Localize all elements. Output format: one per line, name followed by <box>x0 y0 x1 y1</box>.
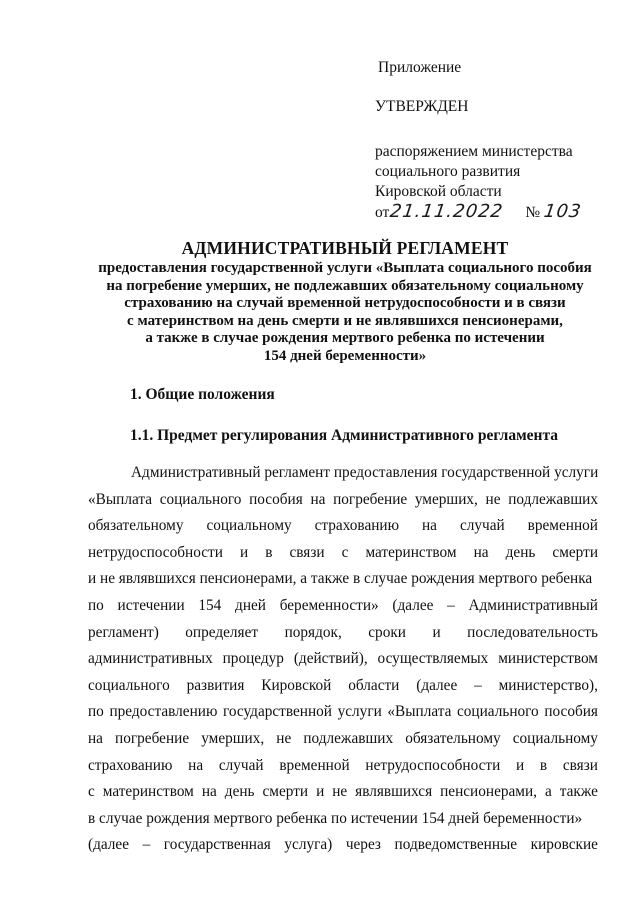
body-word: на <box>473 543 489 561</box>
body-word: не <box>485 490 501 508</box>
body-word: министерством <box>498 650 598 668</box>
body-word: и <box>432 623 441 641</box>
order-line: распоряжением министерства <box>375 143 573 160</box>
body-word: государственная <box>163 836 271 854</box>
body-word: обязательному <box>405 729 501 747</box>
body-word: дней <box>235 596 266 614</box>
body-word: умерших, <box>414 490 478 508</box>
subtitle-line: а также в случае рождения мертвого ребенка по истечении <box>145 330 545 346</box>
body-word: умерших, <box>201 729 265 747</box>
body-word: предоставлению <box>109 703 218 721</box>
body-word: через <box>345 836 381 854</box>
body-word: в <box>539 756 548 774</box>
body-word: с <box>341 543 349 561</box>
order-reference <box>375 142 615 223</box>
body-line: в случае рождения мертвого ребенка по истечении 154 дней беременности» <box>88 809 583 827</box>
body-word: социальному <box>206 517 292 535</box>
body-word: по <box>88 703 104 721</box>
body-word: на <box>188 756 204 774</box>
date-prefix: от <box>375 204 390 221</box>
approval-block <box>375 58 615 223</box>
body-line <box>88 513 598 540</box>
body-word: нетрудоспособности <box>88 543 223 561</box>
body-paragraph <box>88 460 598 859</box>
body-word: смерти <box>262 783 309 801</box>
subtitle-line: 154 дней беременности» <box>263 347 427 364</box>
document-subtitle <box>60 260 630 365</box>
body-line <box>88 487 598 514</box>
body-line <box>88 620 598 647</box>
body-line <box>88 753 598 780</box>
body-word: 154 <box>198 596 222 614</box>
body-word: на <box>88 729 103 747</box>
body-line <box>88 673 598 700</box>
body-word: услуга) <box>284 836 333 854</box>
body-line <box>88 593 598 620</box>
body-word: подведомственные <box>394 836 518 854</box>
body-word: материнством <box>365 543 457 561</box>
body-word: на <box>310 490 326 508</box>
body-word: временной <box>527 517 598 535</box>
body-word: и <box>316 783 325 801</box>
body-word: (далее <box>416 676 458 694</box>
body-word: не <box>332 783 348 801</box>
body-word: области <box>348 676 400 694</box>
body-line <box>88 726 598 753</box>
body-word: социального <box>456 703 539 721</box>
body-word: погребение <box>333 490 408 508</box>
body-word: пособия <box>544 703 598 721</box>
body-word: случай <box>459 517 505 535</box>
body-word: последовательность <box>467 623 598 641</box>
handwritten-number: 103 <box>542 201 584 222</box>
body-line <box>88 646 598 673</box>
subtitle-line: предоставления государственной услуги «Выплата социального пособия <box>98 260 592 276</box>
body-word: на <box>422 517 437 535</box>
body-word: сроки <box>368 623 406 641</box>
body-word: подлежавших <box>508 490 598 508</box>
body-word: беременности» <box>279 596 379 614</box>
body-word: Административный <box>468 596 598 614</box>
body-word: государственной <box>222 703 332 721</box>
body-word: – <box>142 836 151 854</box>
body-word: (далее <box>392 596 434 614</box>
body-word: – <box>447 596 455 614</box>
body-word: регламент) <box>88 623 159 641</box>
body-word: социальному <box>512 729 598 747</box>
document-title: АДМИНИСТРАТИВНЫЙ РЕГЛАМЕНТ <box>181 238 509 258</box>
body-word: погребение <box>115 729 190 747</box>
body-line: и не являвшихся пенсионерами, а также в случае рождения мертвого ребенка <box>88 570 593 588</box>
body-word: не <box>276 729 292 747</box>
appendix-label: Приложение <box>378 59 462 76</box>
body-line <box>88 832 598 859</box>
body-word: подлежавших <box>303 729 394 747</box>
body-word: (далее <box>88 836 130 854</box>
number-label: № <box>525 204 541 221</box>
order-line: Кировской области <box>375 183 502 200</box>
body-word: связи <box>562 756 598 774</box>
body-word: социального <box>159 490 242 508</box>
body-word: день <box>505 543 536 561</box>
body-word: случай <box>218 756 264 774</box>
subsection-heading: 1.1. Предмет регулирования Административного регламента <box>130 427 559 444</box>
body-word: пособия <box>249 490 303 508</box>
body-word: обязательному <box>88 517 184 535</box>
body-word: развития <box>186 676 245 694</box>
section-heading: 1. Общие положения <box>130 386 275 403</box>
body-word: истечении <box>117 596 185 614</box>
body-word: порядок, <box>284 623 342 641</box>
body-word: по <box>88 596 104 614</box>
body-word: «Выплата <box>387 703 452 721</box>
body-word: смерти <box>552 543 598 561</box>
body-word: также <box>559 783 598 801</box>
body-word: день <box>224 783 255 801</box>
body-word: нетрудоспособности <box>365 756 501 774</box>
body-word: осуществляемых <box>377 650 489 668</box>
approved-label: УТВЕРЖДЕН <box>375 98 469 115</box>
body-word: и <box>516 756 525 774</box>
body-word: материнством <box>102 783 194 801</box>
body-word: связи <box>289 543 325 561</box>
body-word: министерство), <box>498 676 598 694</box>
body-line <box>88 699 598 726</box>
body-word: на <box>201 783 217 801</box>
date-number-line <box>375 202 615 223</box>
title-block <box>60 238 630 365</box>
body-word: пенсионерами, <box>440 783 537 801</box>
body-word: Кировской <box>261 676 332 694</box>
body-word: процедур <box>222 650 284 668</box>
body-word: определяет <box>185 623 259 641</box>
subtitle-line: на погребение умерших, не подлежавших обязательному социальному <box>106 277 584 294</box>
body-word: – <box>474 676 482 694</box>
body-word: и <box>239 543 249 561</box>
body-word: (действий), <box>293 650 368 668</box>
body-word: а <box>544 783 552 801</box>
body-word: являвшихся <box>355 783 433 801</box>
subtitle-line: страхованию на случай временной нетрудоспособности и в связи <box>124 295 566 311</box>
body-word: услуги <box>337 703 382 721</box>
subtitle-line: с материнством на день смерти и не являвшихся пенсионерами, <box>127 312 563 329</box>
body-word: «Выплата <box>88 490 153 508</box>
body-line: Административный регламент предоставления государственной услуги <box>131 464 599 481</box>
body-word: страхованию <box>314 517 400 535</box>
body-word: социального <box>88 676 170 694</box>
body-line <box>88 540 598 567</box>
body-word: в <box>265 543 273 561</box>
body-word: с <box>88 783 95 801</box>
body-line <box>88 779 598 806</box>
order-line: социального развития <box>375 163 521 180</box>
body-word: кировские <box>530 836 598 854</box>
body-word: административных <box>88 650 213 668</box>
handwritten-date: 21.11.2022 <box>388 201 505 222</box>
body-word: временной <box>279 756 350 774</box>
body-word: страхованию <box>88 756 173 774</box>
